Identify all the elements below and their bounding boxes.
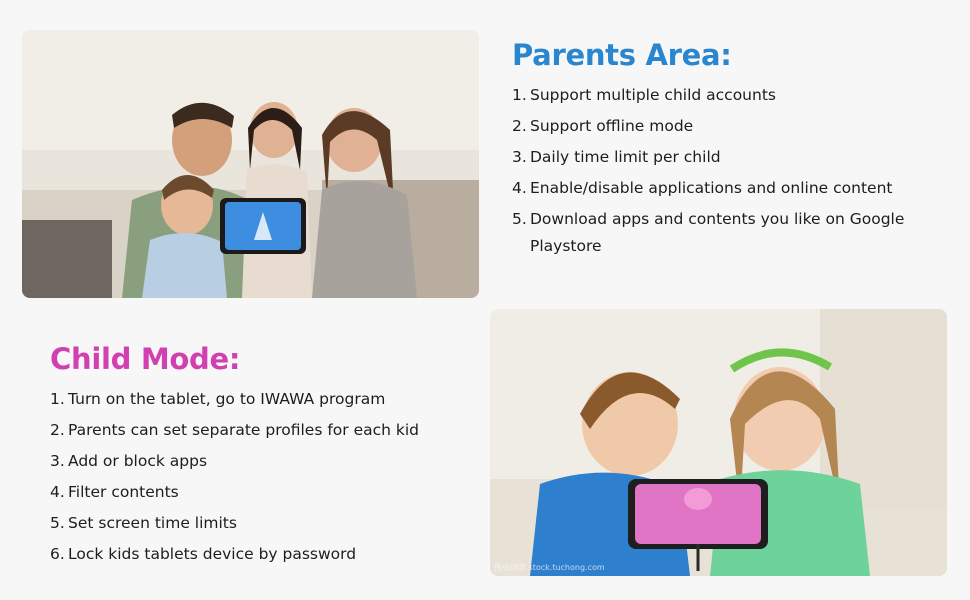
list-item [512,113,952,140]
list-item-text: Set screen time limits [68,514,237,532]
list-item-number: 6. [50,545,65,563]
list-item [512,206,952,260]
list-item [50,448,470,475]
list-item [512,144,952,171]
list-item-number: 5. [50,514,65,532]
parents-area-section [512,38,952,264]
list-item [512,175,952,202]
list-item-text: Daily time limit per child [530,148,721,166]
list-item-text: Enable/disable applications and online content [530,179,893,197]
list-item [50,510,470,537]
list-item-text: Lock kids tablets device by password [68,545,357,563]
list-item [50,417,470,444]
list-item-number: 3. [512,148,527,166]
list-item-text: Support offline mode [530,117,694,135]
list-item-text: Filter contents [68,483,179,501]
list-item-text: Turn on the tablet, go to IWAWA program [68,390,386,408]
child-mode-section [50,342,470,572]
child-mode-list [50,386,470,568]
parents-area-title: Parents Area: [512,38,732,72]
parents-area-list [512,82,952,260]
list-item-number: 5. [512,210,527,228]
list-item-number: 1. [50,390,65,408]
list-item-number: 4. [512,179,527,197]
kids-photo [490,309,947,576]
list-item-text: Add or block apps [68,452,208,470]
list-item-number: 2. [512,117,527,135]
list-item-number: 4. [50,483,65,501]
list-item-number: 1. [512,86,527,104]
list-item-text: Parents can set separate profiles for each kid [68,421,419,439]
list-item [512,82,952,109]
list-item-number: 3. [50,452,65,470]
list-item-text: Download apps and contents you like on Google Playstore [530,210,905,255]
list-item [50,386,470,413]
list-item-number: 2. [50,421,65,439]
list-item [50,541,470,568]
child-mode-title: Child Mode: [50,342,241,376]
list-item [50,479,470,506]
list-item-text: Support multiple child accounts [530,86,776,104]
family-photo [22,30,479,298]
photo-watermark: 图虫创意 stock.tuchong.com [494,563,605,572]
